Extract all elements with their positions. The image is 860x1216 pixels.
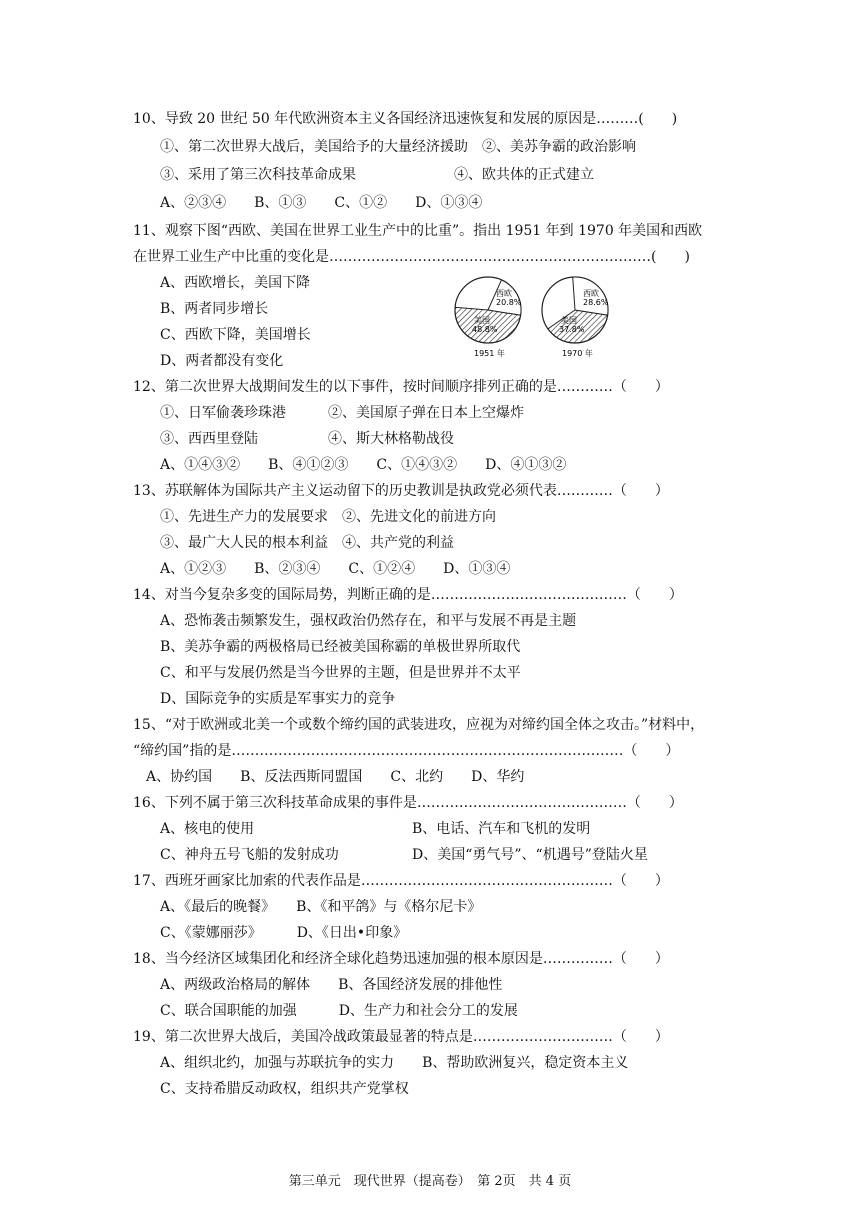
q14-option-d: D、国际竞争的实质是军事实力的竞争 — [160, 691, 396, 707]
q16-option-a: A、核电的使用 — [160, 821, 255, 837]
q14-option-b: B、美苏争霸的两极格局已经被美国称霸的单极世界所取代 — [160, 639, 521, 655]
question-11-stem-2: 在世界工业生产中比重的变化是……………………………………………………………( ) — [133, 249, 690, 265]
pie-charts-svg — [452, 272, 622, 364]
pie-figure — [452, 272, 622, 364]
question-16-stem: 16、下列不属于第三次科技革命成果的事件是………………………………………（ ） — [133, 795, 683, 811]
q16-option-b: B、电话、汽车和飞机的发明 — [412, 821, 591, 837]
pie-1951-us-value: 48.8% — [472, 325, 498, 334]
q10-line-2: ③、采用了第三次科技革命成果 ④、欧共体的正式建立 — [160, 167, 594, 183]
question-14-stem: 14、对当今复杂多变的国际局势，判断正确的是……………………………………（ ） — [133, 587, 683, 603]
q12-line-2: ③、西西里登陆 ④、斯大林格勒战役 — [160, 431, 454, 447]
q12-answers: A、①④③② B、④①②③ C、①④③② D、④①③② — [160, 457, 567, 473]
question-13-stem: 13、苏联解体为国际共产主义运动留下的历史教训是执政党必须代表…………（ ） — [133, 483, 669, 499]
question-15-stem-2: “缔约国”指的是…………………………………………………………………………（ ） — [133, 743, 680, 759]
q18-line-1: A、两级政治格局的解体 B、各国经济发展的排他性 — [160, 977, 503, 993]
question-10-stem: 10、导致 20 世纪 50 年代欧洲资本主义各国经济迅速恢复和发展的原因是………( ) — [133, 111, 678, 127]
question-11-stem: 11、观察下图“西欧、美国在世界工业生产中的比重”。指出 1951 年到 1970 年美国和西欧 — [133, 223, 703, 239]
page-footer: 第三单元 现代世界（提高卷） 第 2页 共 4 页 — [288, 1174, 572, 1189]
pie-1951-we-label: 西欧 — [496, 289, 512, 298]
question-18-stem: 18、当今经济区域集团化和经济全球化趋势迅速加强的根本原因是……………（ ） — [133, 951, 669, 967]
q19-line-2: C、支持希腊反动政权，组织共产党掌权 — [160, 1081, 409, 1097]
q11-option-b: B、两者同步增长 — [160, 301, 269, 317]
q10-line-1: ①、第二次世界大战后，美国给予的大量经济援助 ②、美苏争霸的政治影响 — [160, 139, 636, 155]
q11-option-c: C、西欧下降，美国增长 — [160, 327, 311, 343]
q11-option-a: A、西欧增长，美国下降 — [160, 275, 311, 291]
question-19-stem: 19、第二次世界大战后，美国冷战政策最显著的特点是…………………………（ ） — [133, 1029, 669, 1045]
pie-1970-year: 1970 年 — [562, 349, 593, 358]
q13-answers: A、①②③ B、②③④ C、①②④ D、①③④ — [160, 561, 511, 577]
q18-line-2: C、联合国职能的加强 D、生产力和社会分工的发展 — [160, 1003, 518, 1019]
q13-line-2: ③、最广大人民的根本利益 ④、共产党的利益 — [160, 535, 454, 551]
pie-1970-we-value: 28.6% — [583, 298, 609, 307]
q19-line-1: A、组织北约，加强与苏联抗争的实力 B、帮助欧洲复兴，稳定资本主义 — [160, 1055, 629, 1071]
question-12-stem: 12、第二次世界大战期间发生的以下事件，按时间顺序排列正确的是…………（ ） — [133, 379, 669, 395]
q10-answers: A、②③④ B、①③ C、①② D、①③④ — [160, 195, 483, 211]
q15-answers: A、协约国 B、反法西斯同盟国 C、北约 D、华约 — [146, 769, 525, 785]
q14-option-c: C、和平与发展仍然是当今世界的主题，但是世界并不太平 — [160, 665, 521, 681]
q11-option-d: D、两者都没有变化 — [160, 353, 284, 369]
pie-1970-us-label: 美国 — [561, 316, 577, 325]
pie-1970-us-value: 37.8% — [559, 325, 585, 334]
question-17-stem: 17、西班牙画家比加索的代表作品是………………………………………………（ ） — [133, 873, 669, 889]
q12-line-1: ①、日军偷袭珍珠港 ②、美国原子弹在日本上空爆炸 — [160, 405, 524, 421]
q14-option-a: A、恐怖袭击频繁发生，强权政治仍然存在，和平与发展不再是主题 — [160, 613, 577, 629]
q16-option-d: D、美国“勇气号”、“机遇号”登陆火星 — [412, 847, 648, 863]
q16-option-c: C、神舟五号飞船的发射成功 — [160, 847, 339, 863]
pie-1951-we-value: 20.8% — [496, 298, 522, 307]
q17-line-1: A、《最后的晚餐》 B、《和平鸽》与《格尔尼卡》 — [160, 899, 482, 915]
pie-1970-we-label: 西欧 — [583, 289, 599, 298]
q17-line-2: C、《蒙娜丽莎》 D、《日出•印象》 — [160, 925, 408, 941]
question-15-stem: 15、“对于欧洲或北美一个或数个缔约国的武装进攻，应视为对缔约国全体之攻击。”材料中， — [133, 717, 705, 733]
pie-1951-us-label: 美国 — [474, 316, 490, 325]
pie-1951-year: 1951 年 — [474, 349, 505, 358]
q13-line-1: ①、先进生产力的发展要求 ②、先进文化的前进方向 — [160, 509, 496, 525]
